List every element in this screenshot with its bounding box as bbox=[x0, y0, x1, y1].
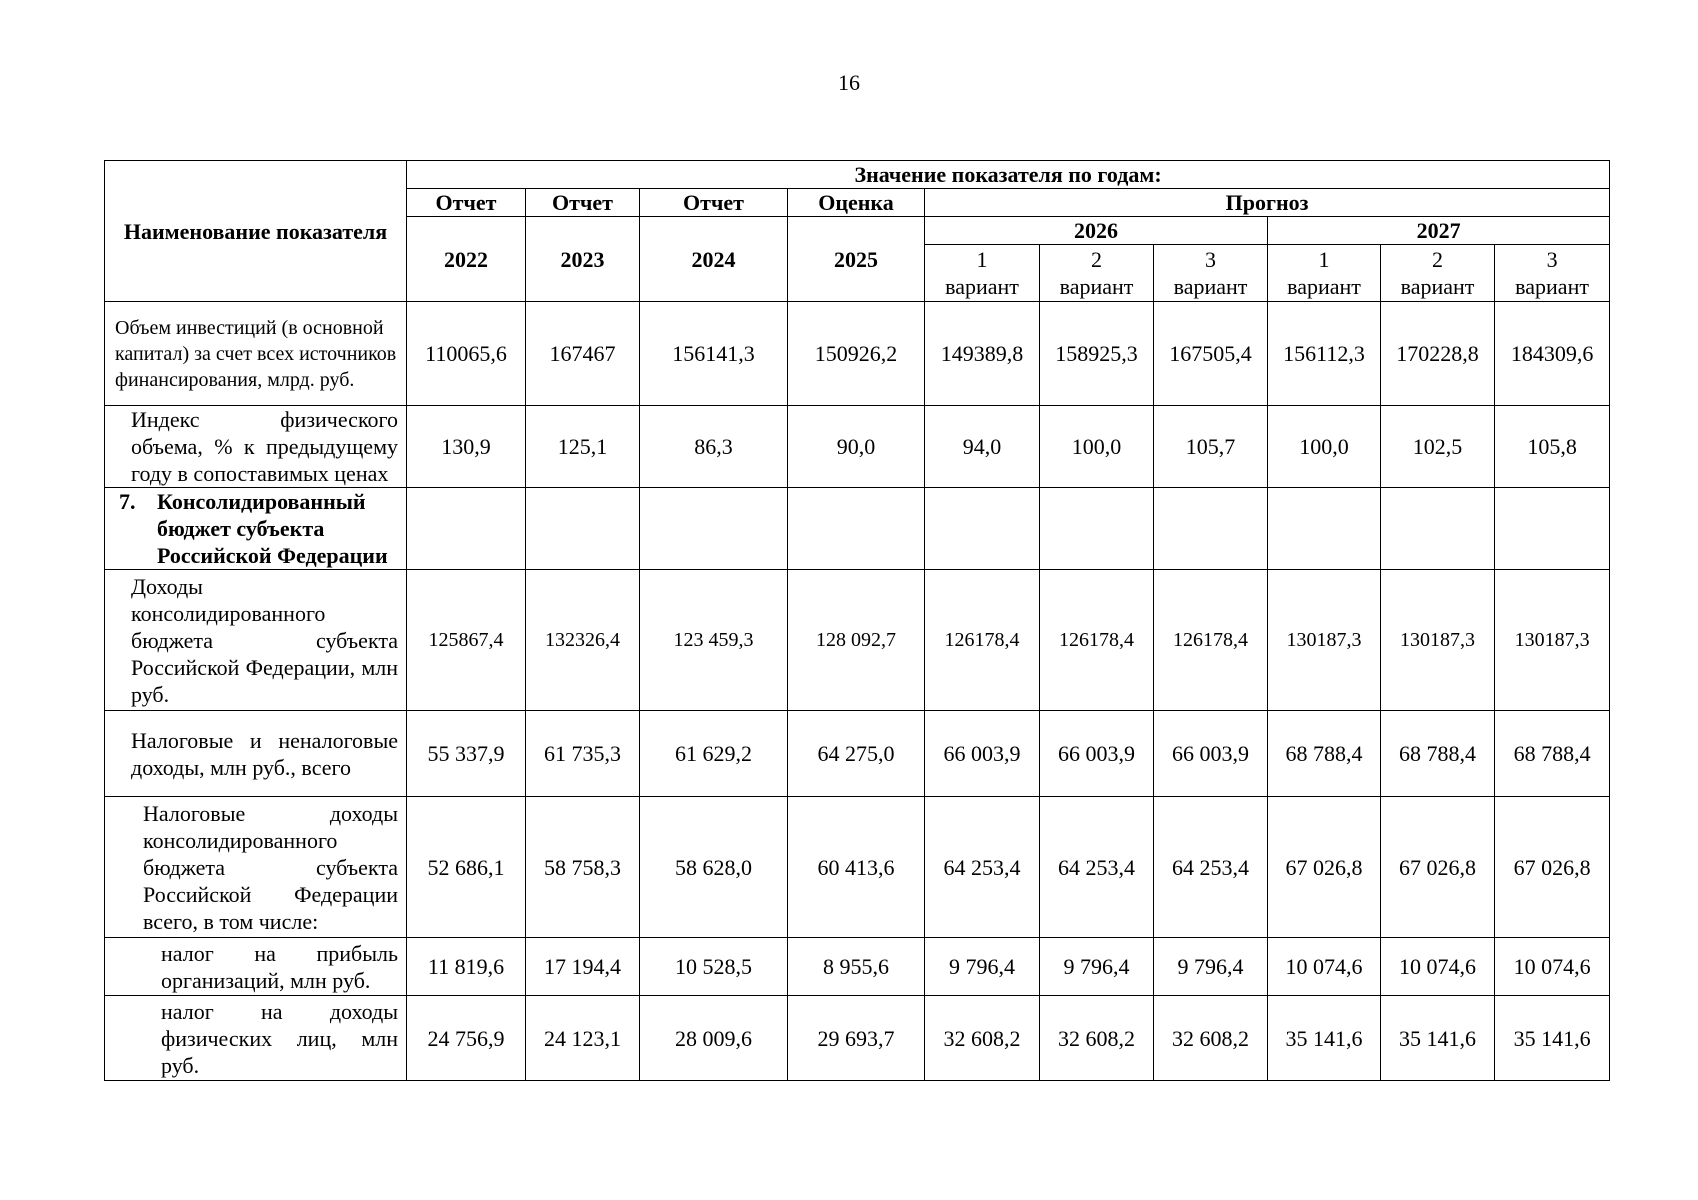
row-value: 32 608,2 bbox=[1040, 996, 1154, 1081]
row-value: 86,3 bbox=[640, 406, 788, 488]
row-value: 55 337,9 bbox=[407, 711, 526, 797]
row-value: 64 253,4 bbox=[1154, 797, 1268, 938]
row-value: 11 819,6 bbox=[407, 938, 526, 996]
row-value: 126178,4 bbox=[1040, 570, 1154, 711]
row-value: 156141,3 bbox=[640, 302, 788, 406]
row-name: Индекс физического объема, % к предыдущему году в сопоставимых ценах bbox=[105, 406, 407, 488]
row-value: 32 608,2 bbox=[925, 996, 1040, 1081]
row-value: 64 253,4 bbox=[925, 797, 1040, 938]
header-variant: 1 вариант bbox=[1268, 245, 1381, 302]
row-value: 24 123,1 bbox=[526, 996, 640, 1081]
row-name: Налоговые доходы консолидированного бюджета субъекта Российской Федерации всего, в том числе: bbox=[105, 797, 407, 938]
row-value: 60 413,6 bbox=[788, 797, 925, 938]
row-value: 10 074,6 bbox=[1495, 938, 1610, 996]
row-value: 90,0 bbox=[788, 406, 925, 488]
row-value: 100,0 bbox=[1040, 406, 1154, 488]
row-value: 100,0 bbox=[1268, 406, 1381, 488]
row-value: 24 756,9 bbox=[407, 996, 526, 1081]
row-value: 94,0 bbox=[925, 406, 1040, 488]
row-value: 64 275,0 bbox=[788, 711, 925, 797]
table-row bbox=[105, 996, 1610, 1081]
row-value: 130187,3 bbox=[1381, 570, 1495, 711]
row-value: 105,7 bbox=[1154, 406, 1268, 488]
row-value: 132326,4 bbox=[526, 570, 640, 711]
header-variant: 2 вариант bbox=[1381, 245, 1495, 302]
header-type-2024: Отчет bbox=[640, 189, 788, 217]
header-type-2023: Отчет bbox=[526, 189, 640, 217]
row-value: 66 003,9 bbox=[925, 711, 1040, 797]
row-value: 158925,3 bbox=[1040, 302, 1154, 406]
row-value: 102,5 bbox=[1381, 406, 1495, 488]
row-name: налог на прибыль организаций, млн руб. bbox=[105, 938, 407, 996]
table-row bbox=[105, 797, 1610, 938]
row-value: 125,1 bbox=[526, 406, 640, 488]
header-type-2022: Отчет bbox=[407, 189, 526, 217]
row-value: 35 141,6 bbox=[1268, 996, 1381, 1081]
table-row bbox=[105, 938, 1610, 996]
row-value: 58 628,0 bbox=[640, 797, 788, 938]
row-value: 149389,8 bbox=[925, 302, 1040, 406]
row-value: 130187,3 bbox=[1268, 570, 1381, 711]
row-value: 126178,4 bbox=[925, 570, 1040, 711]
row-value: 68 788,4 bbox=[1381, 711, 1495, 797]
header-forecast: Прогноз bbox=[925, 189, 1610, 217]
row-value: 35 141,6 bbox=[1495, 996, 1610, 1081]
row-value: 17 194,4 bbox=[526, 938, 640, 996]
row-value: 68 788,4 bbox=[1268, 711, 1381, 797]
header-type-2025: Оценка bbox=[788, 189, 925, 217]
section-title-cell bbox=[105, 488, 407, 570]
header-year-2026: 2026 bbox=[925, 217, 1268, 245]
header-year-2024: 2024 bbox=[640, 217, 788, 302]
row-value: 110065,6 bbox=[407, 302, 526, 406]
row-value: 10 074,6 bbox=[1381, 938, 1495, 996]
header-variant: 2 вариант bbox=[1040, 245, 1154, 302]
row-value: 170228,8 bbox=[1381, 302, 1495, 406]
table-row bbox=[105, 302, 1610, 406]
row-value: 67 026,8 bbox=[1268, 797, 1381, 938]
row-value: 125867,4 bbox=[407, 570, 526, 711]
row-value: 167505,4 bbox=[1154, 302, 1268, 406]
header-variant: 3 вариант bbox=[1154, 245, 1268, 302]
row-value: 52 686,1 bbox=[407, 797, 526, 938]
row-value: 66 003,9 bbox=[1154, 711, 1268, 797]
row-value: 29 693,7 bbox=[788, 996, 925, 1081]
row-name: налог на доходы физических лиц, млн руб. bbox=[105, 996, 407, 1081]
table-row bbox=[105, 570, 1610, 711]
row-value: 35 141,6 bbox=[1381, 996, 1495, 1081]
row-value: 61 735,3 bbox=[526, 711, 640, 797]
row-value: 58 758,3 bbox=[526, 797, 640, 938]
indicators-table bbox=[104, 160, 1610, 1081]
section-title: Консолидированный бюджет субъекта Российской Федерации bbox=[157, 489, 388, 568]
row-value: 128 092,7 bbox=[788, 570, 925, 711]
page-number: 16 bbox=[838, 70, 860, 95]
row-value: 68 788,4 bbox=[1495, 711, 1610, 797]
row-value: 64 253,4 bbox=[1040, 797, 1154, 938]
section-number: 7. bbox=[119, 489, 136, 514]
header-indicator-name: Наименование показателя bbox=[105, 161, 407, 302]
header-year-2027: 2027 bbox=[1268, 217, 1610, 245]
row-value: 9 796,4 bbox=[1154, 938, 1268, 996]
row-value: 130,9 bbox=[407, 406, 526, 488]
row-value: 67 026,8 bbox=[1495, 797, 1610, 938]
row-value: 130187,3 bbox=[1495, 570, 1610, 711]
row-value: 32 608,2 bbox=[1154, 996, 1268, 1081]
header-variant: 3 вариант bbox=[1495, 245, 1610, 302]
row-value: 156112,3 bbox=[1268, 302, 1381, 406]
header-year-2023: 2023 bbox=[526, 217, 640, 302]
row-value: 123 459,3 bbox=[640, 570, 788, 711]
header-year-2022: 2022 bbox=[407, 217, 526, 302]
row-value: 10 074,6 bbox=[1268, 938, 1381, 996]
table-row bbox=[105, 406, 1610, 488]
row-value: 67 026,8 bbox=[1381, 797, 1495, 938]
row-name: Налоговые и неналоговые доходы, млн руб., всего bbox=[105, 711, 407, 797]
row-value: 8 955,6 bbox=[788, 938, 925, 996]
row-value: 150926,2 bbox=[788, 302, 925, 406]
header-values-by-year: Значение показателя по годам: bbox=[407, 161, 1610, 189]
row-value: 9 796,4 bbox=[1040, 938, 1154, 996]
header-variant: 1 вариант bbox=[925, 245, 1040, 302]
row-value: 105,8 bbox=[1495, 406, 1610, 488]
row-name: Объем инвестиций (в основной капитал) за счет всех источников финансирования, млрд. руб. bbox=[105, 302, 407, 406]
section-row bbox=[105, 488, 1610, 570]
row-value: 28 009,6 bbox=[640, 996, 788, 1081]
row-value: 184309,6 bbox=[1495, 302, 1610, 406]
row-value: 61 629,2 bbox=[640, 711, 788, 797]
row-name: Доходы консолидированного бюджета субъекта Российской Федерации, млн руб. bbox=[105, 570, 407, 711]
row-value: 10 528,5 bbox=[640, 938, 788, 996]
row-value: 167467 bbox=[526, 302, 640, 406]
row-value: 66 003,9 bbox=[1040, 711, 1154, 797]
row-value: 9 796,4 bbox=[925, 938, 1040, 996]
table-row bbox=[105, 711, 1610, 797]
row-value: 126178,4 bbox=[1154, 570, 1268, 711]
header-year-2025: 2025 bbox=[788, 217, 925, 302]
